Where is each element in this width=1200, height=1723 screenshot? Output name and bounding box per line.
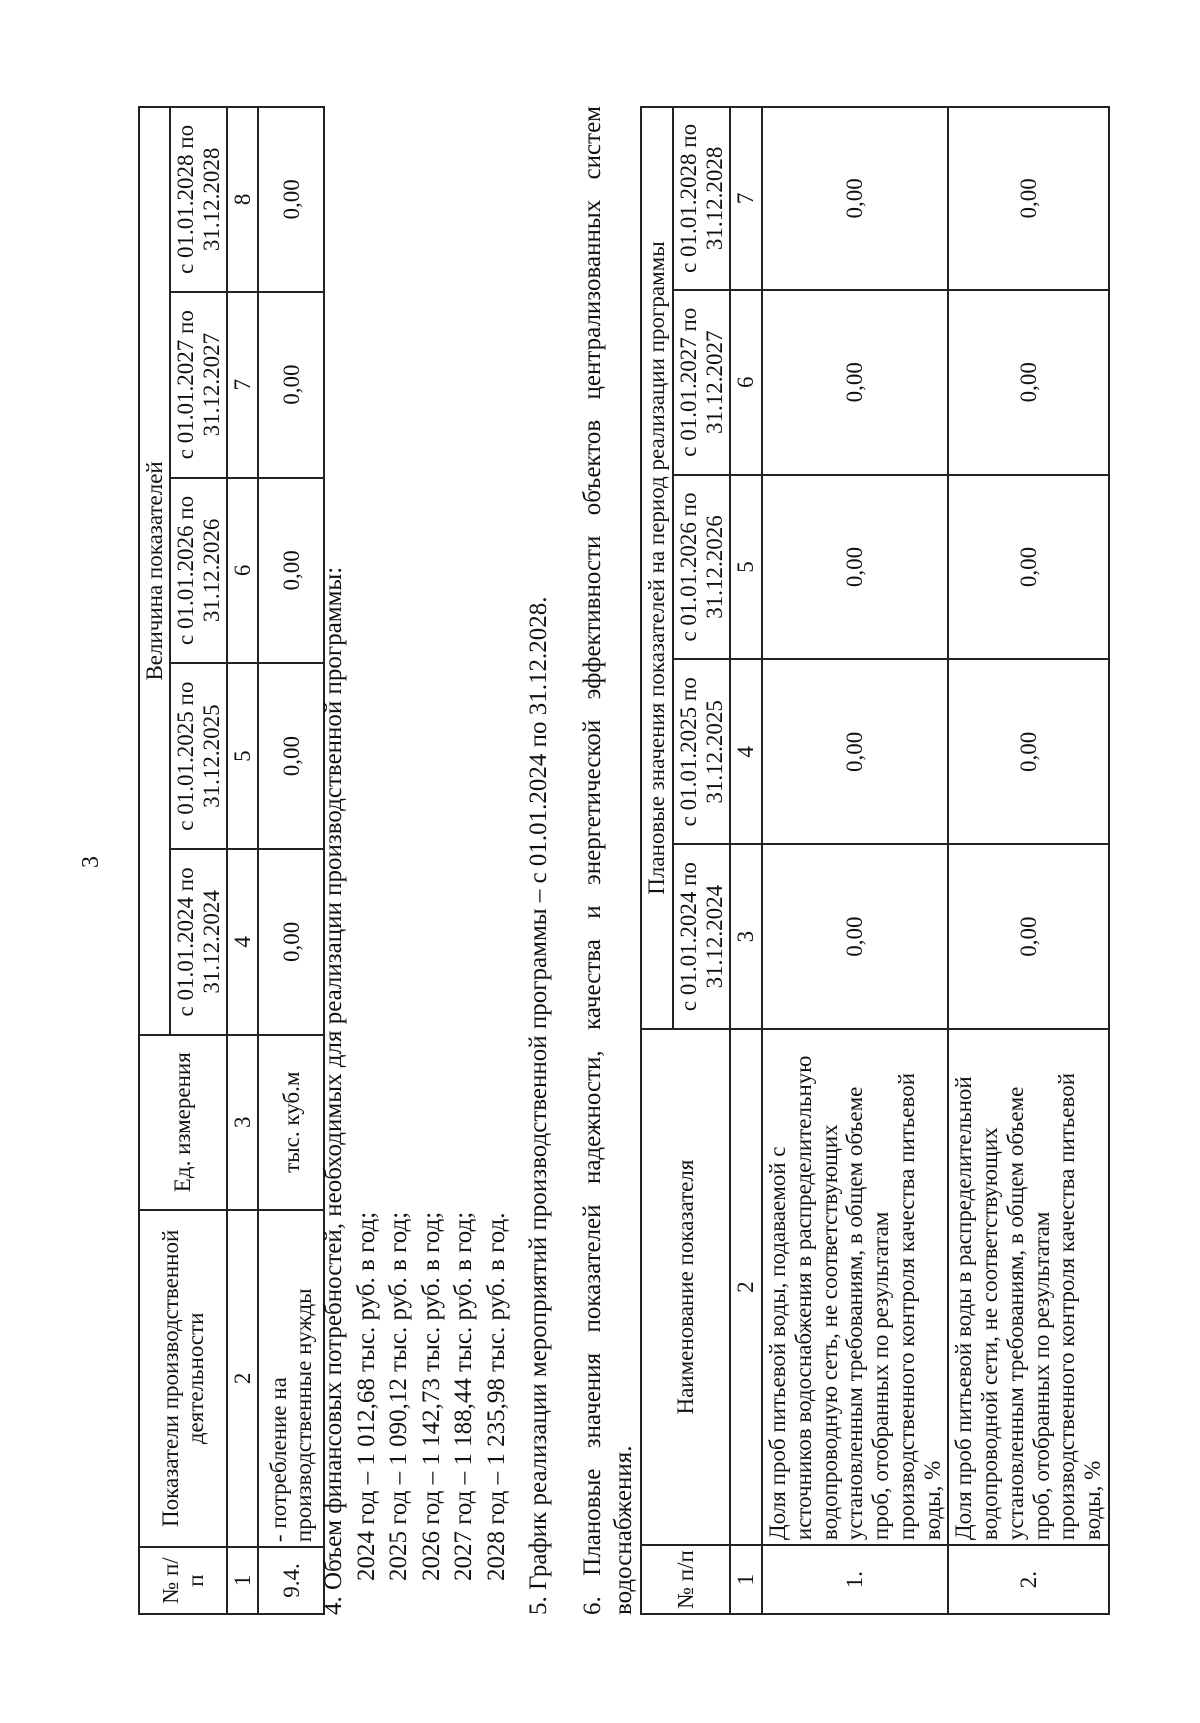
column-number: 5: [227, 663, 258, 849]
row-num: 1.: [762, 1545, 948, 1614]
section-6-heading: 6. Плановые значения показателей надежности, качества и энергетической эффективности объектов централизованных систем водоснабжения.: [579, 106, 638, 1615]
header-num: № п/п: [641, 1545, 730, 1614]
header-period: с 01.01.2026 по 31.12.2026: [673, 475, 731, 660]
row-value: 0,00: [948, 659, 1109, 844]
column-number: 8: [227, 107, 258, 292]
row-value: 0,00: [948, 290, 1109, 475]
row-value: 0,00: [258, 107, 324, 292]
section-5-schedule: 5. График реализации мероприятий производственной программы – с 01.01.2024 по 31.12.2028.: [525, 596, 552, 1615]
header-indicator: Показатели производственной деятельности: [139, 1210, 227, 1548]
row-unit: тыс. куб.м: [258, 1035, 324, 1210]
row-value: 0,00: [258, 292, 324, 478]
header-period: с 01.01.2025 по 31.12.2025: [673, 659, 731, 844]
row-value: 0,00: [762, 844, 948, 1029]
financial-line: 2026 год – 1 142,73 тыс. руб. в год;: [417, 1211, 445, 1581]
section-4-heading: 4. Объем финансовых потребностей, необходимых для реализации производственной программы:: [320, 566, 347, 1615]
row-num: 9.4.: [258, 1547, 324, 1614]
row-value: 0,00: [258, 663, 324, 849]
table-row: [762, 107, 948, 1614]
header-period: с 01.01.2024 по 31.12.2024: [170, 849, 227, 1035]
column-number: 3: [730, 844, 762, 1029]
column-number: 3: [227, 1035, 258, 1210]
column-number: 7: [227, 292, 258, 478]
header-period: с 01.01.2025 по 31.12.2025: [170, 663, 227, 849]
row-value: 0,00: [948, 107, 1109, 290]
financial-line: 2025 год – 1 090,12 тыс. руб. в год;: [385, 1211, 412, 1581]
column-number: 6: [227, 478, 258, 664]
table-row: [948, 107, 1109, 1614]
header-indicator-name: Наименование показателя: [641, 1029, 730, 1545]
production-indicators-table: [138, 106, 325, 1615]
row-value: 0,00: [762, 107, 948, 290]
column-number: 1: [730, 1545, 762, 1614]
financial-line: 2027 год – 1 188,44 тыс. руб. в год;: [450, 1211, 477, 1581]
header-planned-values-group: Плановые значения показателей на период реализации программы: [641, 107, 673, 1029]
row-indicator-name: Доля проб питьевой воды в распределительной водопроводной сети, не соответствующих установленным требованиям, в общем объеме проб, отобранных по результатам производственного контроля качества питьевой воды, %: [948, 1029, 1109, 1545]
row-value: 0,00: [258, 849, 324, 1035]
column-number: 4: [227, 849, 258, 1035]
header-num: № п/п: [139, 1547, 227, 1614]
column-number: 4: [730, 659, 762, 844]
header-period: с 01.01.2027 по 31.12.2027: [170, 292, 227, 478]
row-indicator: - потребление на производственные нужды: [258, 1210, 324, 1548]
row-num: 2.: [948, 1545, 1109, 1614]
row-value: 0,00: [258, 478, 324, 664]
column-number: 6: [730, 290, 762, 475]
financial-line: 2024 год – 1 012,68 тыс. руб. в год;: [352, 1211, 380, 1581]
column-number: 5: [730, 475, 762, 660]
header-unit: Ед. измерения: [139, 1035, 227, 1210]
header-values-group: Величина показателей: [139, 107, 170, 1035]
reliability-indicators-table: [640, 106, 1110, 1615]
header-period: с 01.01.2027 по 31.12.2027: [673, 290, 731, 475]
row-value: 0,00: [762, 659, 948, 844]
column-number: 2: [227, 1210, 258, 1548]
table-row: [258, 107, 324, 1614]
header-period: с 01.01.2028 по 31.12.2028: [673, 107, 731, 290]
row-value: 0,00: [762, 290, 948, 475]
row-indicator-name: Доля проб питьевой воды, подаваемой с источников водоснабжения в распределительную водопроводную сеть, не соответствующих установленным требованиям, в общем объеме проб, отобранных по результатам производственного контроля качества питьевой воды, %: [762, 1029, 948, 1545]
header-period: с 01.01.2028 по 31.12.2028: [170, 107, 227, 292]
header-period: с 01.01.2026 по 31.12.2026: [170, 478, 227, 664]
row-value: 0,00: [762, 475, 948, 660]
column-number: 1: [227, 1547, 258, 1614]
column-number: 2: [730, 1029, 762, 1545]
financial-line: 2028 год – 1 235,98 тыс. руб. в год.: [482, 1212, 510, 1581]
row-value: 0,00: [948, 844, 1109, 1029]
column-number: 7: [730, 107, 762, 290]
row-value: 0,00: [948, 475, 1109, 660]
header-period: с 01.01.2024 по 31.12.2024: [673, 844, 731, 1029]
page-number: 3: [78, 856, 104, 868]
section-4-financial-needs: [318, 567, 513, 1615]
